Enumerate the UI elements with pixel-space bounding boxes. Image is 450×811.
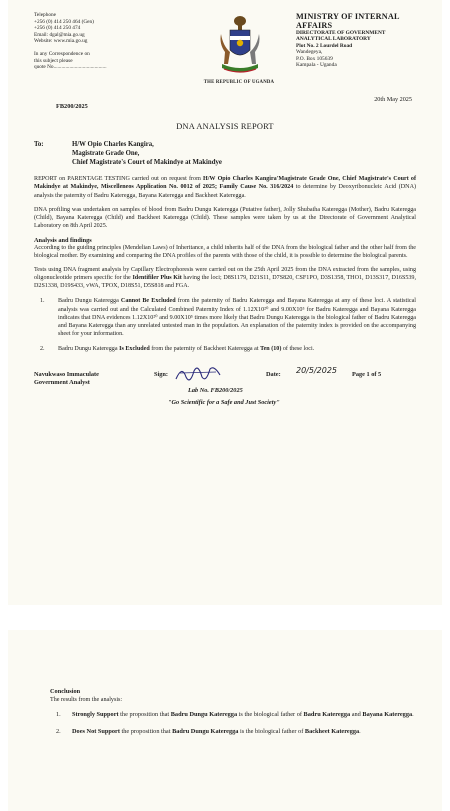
uganda-coat-of-arms-icon [218,14,262,83]
page-separator [0,605,450,630]
contact-line: In any Correspondence on [34,50,90,57]
laboratory-name: ANALYTICAL LABORATORY [296,36,371,43]
contact-line: this subject please [34,57,73,64]
contact-line: Website: www.mia.go.ug [34,38,88,45]
addressee-block [34,141,416,167]
directorate-name: DIRECTORATE OF GOVERNMENT [296,30,386,36]
analyst-title: Government Analyst [34,378,90,386]
conclusion-item-1: 1. Strongly Support the proposition that Badru Dungu Kateregga is the biological father of Badru Kateregga and Bayana Kateregga. [56,711,414,718]
analyst-block [34,371,99,387]
addressee-line: H/W Opio Charles Kangira, [72,141,154,148]
contact-block [34,12,184,71]
inheritance-paragraph: According to the guiding principles (Mendelian Laws) of Inheritance, a child inherits half of the DNA from the biological father and the other half from the biological mother. By examining and comparing the DNA profiles of the parents with those of the child, it is possible to determine the biological parents. [34,244,416,260]
reference-number: FB200/2025 [56,103,88,110]
to-label: To: [34,141,44,148]
addressee-line: Chief Magistrate's Court of Makindye at Makindye [72,158,222,166]
finding-item-1: 1. Badru Dungu Kateregga Cannot Be Excluded from the paternity of Badru Kateregga and Bayana Kateregga at any of these loci. A statistical analysis was carried out and the Calculated Combined Paternity Index of 1.12X10²⁰ and 9.00X10⁵ for Badru Kateregga and Bayana Kateregga indicates that DNA evidences 1.12X10²⁰ and 9.00X10⁵ times more likely that Badru Dungu Kateregga is the biological father of Badru Kateregga and Bayana Kateregga than any unrelated untested man in the population. An explanation of the paternity index is provided on the accompanying sheet for your information. [40,298,416,337]
letterhead [34,12,416,104]
finding-item-2: 2. Badru Dungu Kateregga Is Excluded from the paternity of Backheet Kateregga at Ten (10) of these loci. [40,345,315,352]
analysis-heading: Analysis and findings [34,236,92,244]
motto: "Go Scientific for a Safe and Just Society" [168,398,280,406]
report-page-1 [8,0,442,605]
contact-line: Email: dgal@mia.go.ug [34,31,85,38]
conclusion-intro: The results from the analysis: [50,697,123,703]
samples-paragraph: DNA profiling was undertaken on samples of blood from Badru Dungu Kateregga (Putative father), Jolly Shubaiha Kateregga (Mother), Badru Kateregga (Child), Bayana Kateregga (Child) and Backheet Kateregga (Child). These samples were taken by us at the Directorate of Government Analytical Laboratory on 8th April 2025. [34,206,416,229]
contact-line: Telephone [34,12,56,18]
contact-line: quote No........................................ [34,64,107,71]
page-number: Page 1 of 5 [352,370,382,378]
conclusion-item-2: 2. Does Not Support the proposition that Badru Dungu Kateregga is the biological father of Backheet Kateregga. [56,727,361,735]
address-line: Wandegeya, [296,49,323,56]
lab-number: Lab No. FB200/2025 [188,386,243,394]
ministry-name: MINISTRY OF INTERNAL AFFAIRS [296,12,400,30]
analyst-name: Navukwaso Immaculate [34,370,99,378]
address-line: P.O. Box 105639 [296,55,333,62]
request-paragraph: REPORT on PARENTAGE TESTING carried out on request from H/W Opio Charles Kangira'Magistrate Grade One, Chief Magistrate's Court of Makindye at Makindye, Miscelleneos Application No. 0012 of 2025; Family Cause No. 316/2024 to determine by Deoxyribonucleic Acid (DNA) analysis the paternity of Badru Kateregga, Bayana Kateregga and Backheet Kateregga. [34,176,417,199]
address-line: Kampala - Uganda [296,62,337,69]
conclusion-heading: Conclusion [50,688,81,695]
method-paragraph: Tests using DNA fragment analysis by Capillary Electrophoresis were carried out on the 25th April 2025 from the DNA extracted from the samples, using oligonucleotide primers specific for the Identifiler Plus Kit having the loci; D8S1179, D21S11, D7S820, CSF1PO, D3S1358, THO1, D13S317, D16S539, D2S1338, D19S433, vWA, TPOX, D18S51, D5S818 and FGA. [34,267,417,290]
report-page-2 [8,630,442,811]
ministry-block [296,12,436,68]
contact-line: +256 (0) 414 250 474 [34,25,81,32]
contact-line: +256 (0) 414 250 464 (Gen) [34,18,94,25]
signature-scribble-icon [174,363,224,385]
addressee-line: Magistrate Grade One, [72,149,140,157]
handwritten-date: 20/5/2025 [296,365,338,375]
date-label: Date: [266,370,281,378]
crest-caption: THE REPUBLIC OF UGANDA [203,80,275,85]
address-line: Plot No. 2 Lourdel Road [296,42,353,49]
report-title: DNA ANALYSIS REPORT [176,122,274,131]
sign-label: Sign: [154,370,168,378]
signature-block [34,363,416,421]
report-date: 20th May 2025 [374,96,412,103]
